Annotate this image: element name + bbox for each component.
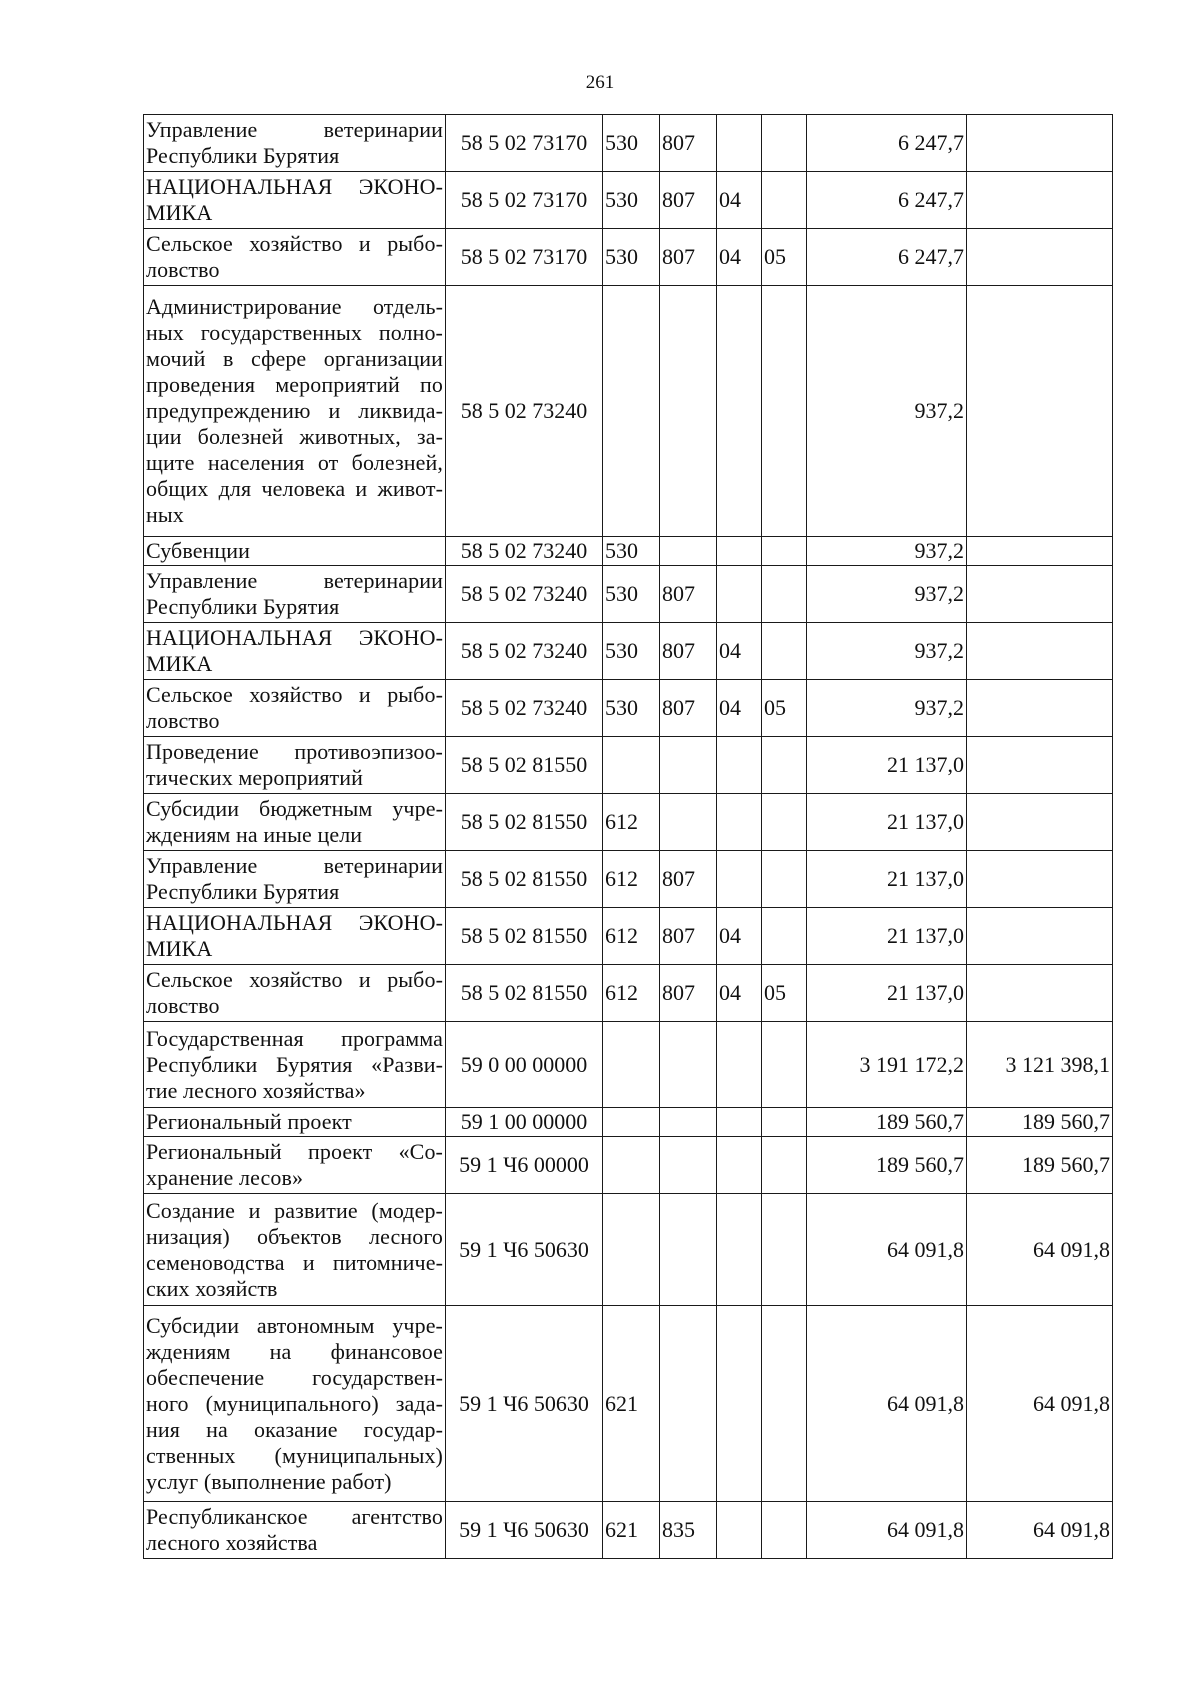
administrator-code	[660, 1306, 717, 1502]
administrator-code: 807	[660, 566, 717, 623]
amount-1: 21 137,0	[807, 965, 967, 1022]
amount-1: 64 091,8	[807, 1194, 967, 1306]
administrator-code: 807	[660, 172, 717, 229]
section-code	[717, 566, 762, 623]
amount-2	[967, 537, 1113, 566]
section-code	[717, 737, 762, 794]
expense-type	[603, 1137, 660, 1194]
section-code: 04	[717, 908, 762, 965]
table-row	[144, 1108, 1113, 1137]
table-row	[144, 623, 1113, 680]
subsection-code	[762, 537, 807, 566]
amount-2	[967, 737, 1113, 794]
amount-1: 937,2	[807, 537, 967, 566]
row-name: Субсидии автономным учре-ждениям на финансовое обеспечение государствен-ного (муниципального) зада-ния на оказание государ-ственных (муниципальных) услуг (выполнение работ)	[144, 1306, 446, 1502]
subsection-code	[762, 172, 807, 229]
section-code	[717, 286, 762, 537]
row-name: Проведение противоэпизоо-тических мероприятий	[144, 737, 446, 794]
administrator-code	[660, 1022, 717, 1108]
section-code: 04	[717, 172, 762, 229]
expense-type: 621	[603, 1306, 660, 1502]
row-name: НАЦИОНАЛЬНАЯ ЭКОНО-МИКА	[144, 623, 446, 680]
section-code: 04	[717, 680, 762, 737]
target-code: 58 5 02 73240	[446, 537, 603, 566]
amount-1: 21 137,0	[807, 737, 967, 794]
amount-2	[967, 566, 1113, 623]
table-row	[144, 1022, 1113, 1108]
subsection-code	[762, 908, 807, 965]
row-name: НАЦИОНАЛЬНАЯ ЭКОНО-МИКА	[144, 172, 446, 229]
section-code	[717, 1502, 762, 1559]
administrator-code: 807	[660, 115, 717, 172]
expense-type: 530	[603, 623, 660, 680]
subsection-code	[762, 1502, 807, 1559]
page-number: 261	[585, 72, 615, 93]
amount-2: 64 091,8	[967, 1194, 1113, 1306]
amount-1: 189 560,7	[807, 1108, 967, 1137]
expense-type: 530	[603, 172, 660, 229]
expense-type	[603, 286, 660, 537]
section-code	[717, 794, 762, 851]
expense-type: 530	[603, 680, 660, 737]
subsection-code	[762, 1022, 807, 1108]
row-name: НАЦИОНАЛЬНАЯ ЭКОНО-МИКА	[144, 908, 446, 965]
target-code: 59 1 Ч6 50630	[446, 1194, 603, 1306]
table-row	[144, 737, 1113, 794]
section-code: 04	[717, 965, 762, 1022]
subsection-code: 05	[762, 680, 807, 737]
target-code: 58 5 02 73240	[446, 286, 603, 537]
row-name: Региональный проект «Со-хранение лесов»	[144, 1137, 446, 1194]
row-name: Сельское хозяйство и рыбо-ловство	[144, 680, 446, 737]
subsection-code	[762, 286, 807, 537]
row-name: Субвенции	[144, 537, 446, 566]
amount-2	[967, 286, 1113, 537]
subsection-code	[762, 851, 807, 908]
table-row	[144, 229, 1113, 286]
expense-type: 612	[603, 851, 660, 908]
subsection-code: 05	[762, 965, 807, 1022]
row-name: Управление ветеринарии Республики Бурятия	[144, 115, 446, 172]
table-row	[144, 115, 1113, 172]
target-code: 58 5 02 81550	[446, 965, 603, 1022]
target-code: 58 5 02 73170	[446, 229, 603, 286]
amount-1: 189 560,7	[807, 1137, 967, 1194]
row-name: Администрирование отдель-ных государственных полно-мочий в сфере организации проведения мероприятий по предупреждению и ликвида-ции болезней животных, за-щите населения от болезней, общих для человека и живот-ных	[144, 286, 446, 537]
row-name: Субсидии бюджетным учре-ждениям на иные цели	[144, 794, 446, 851]
amount-2	[967, 794, 1113, 851]
table-row	[144, 908, 1113, 965]
amount-1: 937,2	[807, 286, 967, 537]
administrator-code: 835	[660, 1502, 717, 1559]
administrator-code	[660, 794, 717, 851]
row-name: Управление ветеринарии Республики Бурятия	[144, 851, 446, 908]
amount-2: 189 560,7	[967, 1108, 1113, 1137]
amount-2	[967, 851, 1113, 908]
subsection-code	[762, 1108, 807, 1137]
amount-2	[967, 965, 1113, 1022]
expense-type: 621	[603, 1502, 660, 1559]
amount-2	[967, 229, 1113, 286]
subsection-code	[762, 737, 807, 794]
subsection-code	[762, 1306, 807, 1502]
section-code	[717, 851, 762, 908]
amount-1: 6 247,7	[807, 229, 967, 286]
administrator-code	[660, 1194, 717, 1306]
amount-1: 64 091,8	[807, 1502, 967, 1559]
row-name: Сельское хозяйство и рыбо-ловство	[144, 965, 446, 1022]
administrator-code: 807	[660, 965, 717, 1022]
subsection-code	[762, 566, 807, 623]
row-name: Управление ветеринарии Республики Бурятия	[144, 566, 446, 623]
expense-type: 612	[603, 965, 660, 1022]
administrator-code	[660, 1137, 717, 1194]
expense-type: 530	[603, 537, 660, 566]
table-row	[144, 851, 1113, 908]
target-code: 59 1 Ч6 50630	[446, 1502, 603, 1559]
amount-1: 6 247,7	[807, 115, 967, 172]
expense-type: 530	[603, 115, 660, 172]
amount-2: 64 091,8	[967, 1502, 1113, 1559]
amount-2	[967, 115, 1113, 172]
table-row	[144, 1194, 1113, 1306]
expense-type	[603, 1022, 660, 1108]
row-name: Государственная программа Республики Бурятия «Разви-тие лесного хозяйства»	[144, 1022, 446, 1108]
amount-2	[967, 908, 1113, 965]
amount-2	[967, 680, 1113, 737]
target-code: 58 5 02 81550	[446, 737, 603, 794]
subsection-code	[762, 1137, 807, 1194]
section-code	[717, 1306, 762, 1502]
administrator-code: 807	[660, 908, 717, 965]
expense-type: 612	[603, 794, 660, 851]
section-code	[717, 1194, 762, 1306]
table-row	[144, 1306, 1113, 1502]
amount-2	[967, 623, 1113, 680]
target-code: 59 0 00 00000	[446, 1022, 603, 1108]
target-code: 58 5 02 81550	[446, 851, 603, 908]
amount-1: 21 137,0	[807, 851, 967, 908]
amount-1: 21 137,0	[807, 908, 967, 965]
target-code: 59 1 00 00000	[446, 1108, 603, 1137]
table-row	[144, 286, 1113, 537]
section-code	[717, 1108, 762, 1137]
amount-1: 21 137,0	[807, 794, 967, 851]
expense-type: 530	[603, 229, 660, 286]
section-code	[717, 1137, 762, 1194]
target-code: 59 1 Ч6 00000	[446, 1137, 603, 1194]
section-code: 04	[717, 623, 762, 680]
amount-1: 6 247,7	[807, 172, 967, 229]
administrator-code: 807	[660, 623, 717, 680]
table-row	[144, 172, 1113, 229]
target-code: 58 5 02 73170	[446, 172, 603, 229]
row-name: Сельское хозяйство и рыбо-ловство	[144, 229, 446, 286]
amount-1: 937,2	[807, 566, 967, 623]
target-code: 58 5 02 73240	[446, 680, 603, 737]
section-code	[717, 1022, 762, 1108]
expense-type	[603, 737, 660, 794]
table-row	[144, 1137, 1113, 1194]
subsection-code	[762, 115, 807, 172]
amount-1: 937,2	[807, 680, 967, 737]
expense-type	[603, 1194, 660, 1306]
amount-2: 64 091,8	[967, 1306, 1113, 1502]
table-row	[144, 794, 1113, 851]
target-code: 58 5 02 73170	[446, 115, 603, 172]
administrator-code	[660, 286, 717, 537]
administrator-code	[660, 737, 717, 794]
budget-table	[143, 114, 1113, 1559]
expense-type	[603, 1108, 660, 1137]
table-row	[144, 1502, 1113, 1559]
table-row	[144, 965, 1113, 1022]
amount-1: 64 091,8	[807, 1306, 967, 1502]
amount-2: 3 121 398,1	[967, 1022, 1113, 1108]
expense-type: 612	[603, 908, 660, 965]
amount-2	[967, 172, 1113, 229]
target-code: 58 5 02 81550	[446, 794, 603, 851]
table-row	[144, 566, 1113, 623]
row-name: Создание и развитие (модер-низация) объектов лесного семеноводства и питомниче-ских хозяйств	[144, 1194, 446, 1306]
expense-type: 530	[603, 566, 660, 623]
amount-2: 189 560,7	[967, 1137, 1113, 1194]
table-row	[144, 537, 1113, 566]
row-name: Региональный проект	[144, 1108, 446, 1137]
amount-1: 3 191 172,2	[807, 1022, 967, 1108]
administrator-code: 807	[660, 680, 717, 737]
administrator-code: 807	[660, 229, 717, 286]
target-code: 59 1 Ч6 50630	[446, 1306, 603, 1502]
section-code: 04	[717, 229, 762, 286]
amount-1: 937,2	[807, 623, 967, 680]
subsection-code: 05	[762, 229, 807, 286]
target-code: 58 5 02 73240	[446, 623, 603, 680]
subsection-code	[762, 794, 807, 851]
administrator-code	[660, 537, 717, 566]
section-code	[717, 537, 762, 566]
subsection-code	[762, 623, 807, 680]
target-code: 58 5 02 73240	[446, 566, 603, 623]
section-code	[717, 115, 762, 172]
row-name: Республиканское агентство лесного хозяйства	[144, 1502, 446, 1559]
subsection-code	[762, 1194, 807, 1306]
table-row	[144, 680, 1113, 737]
target-code: 58 5 02 81550	[446, 908, 603, 965]
administrator-code: 807	[660, 851, 717, 908]
administrator-code	[660, 1108, 717, 1137]
